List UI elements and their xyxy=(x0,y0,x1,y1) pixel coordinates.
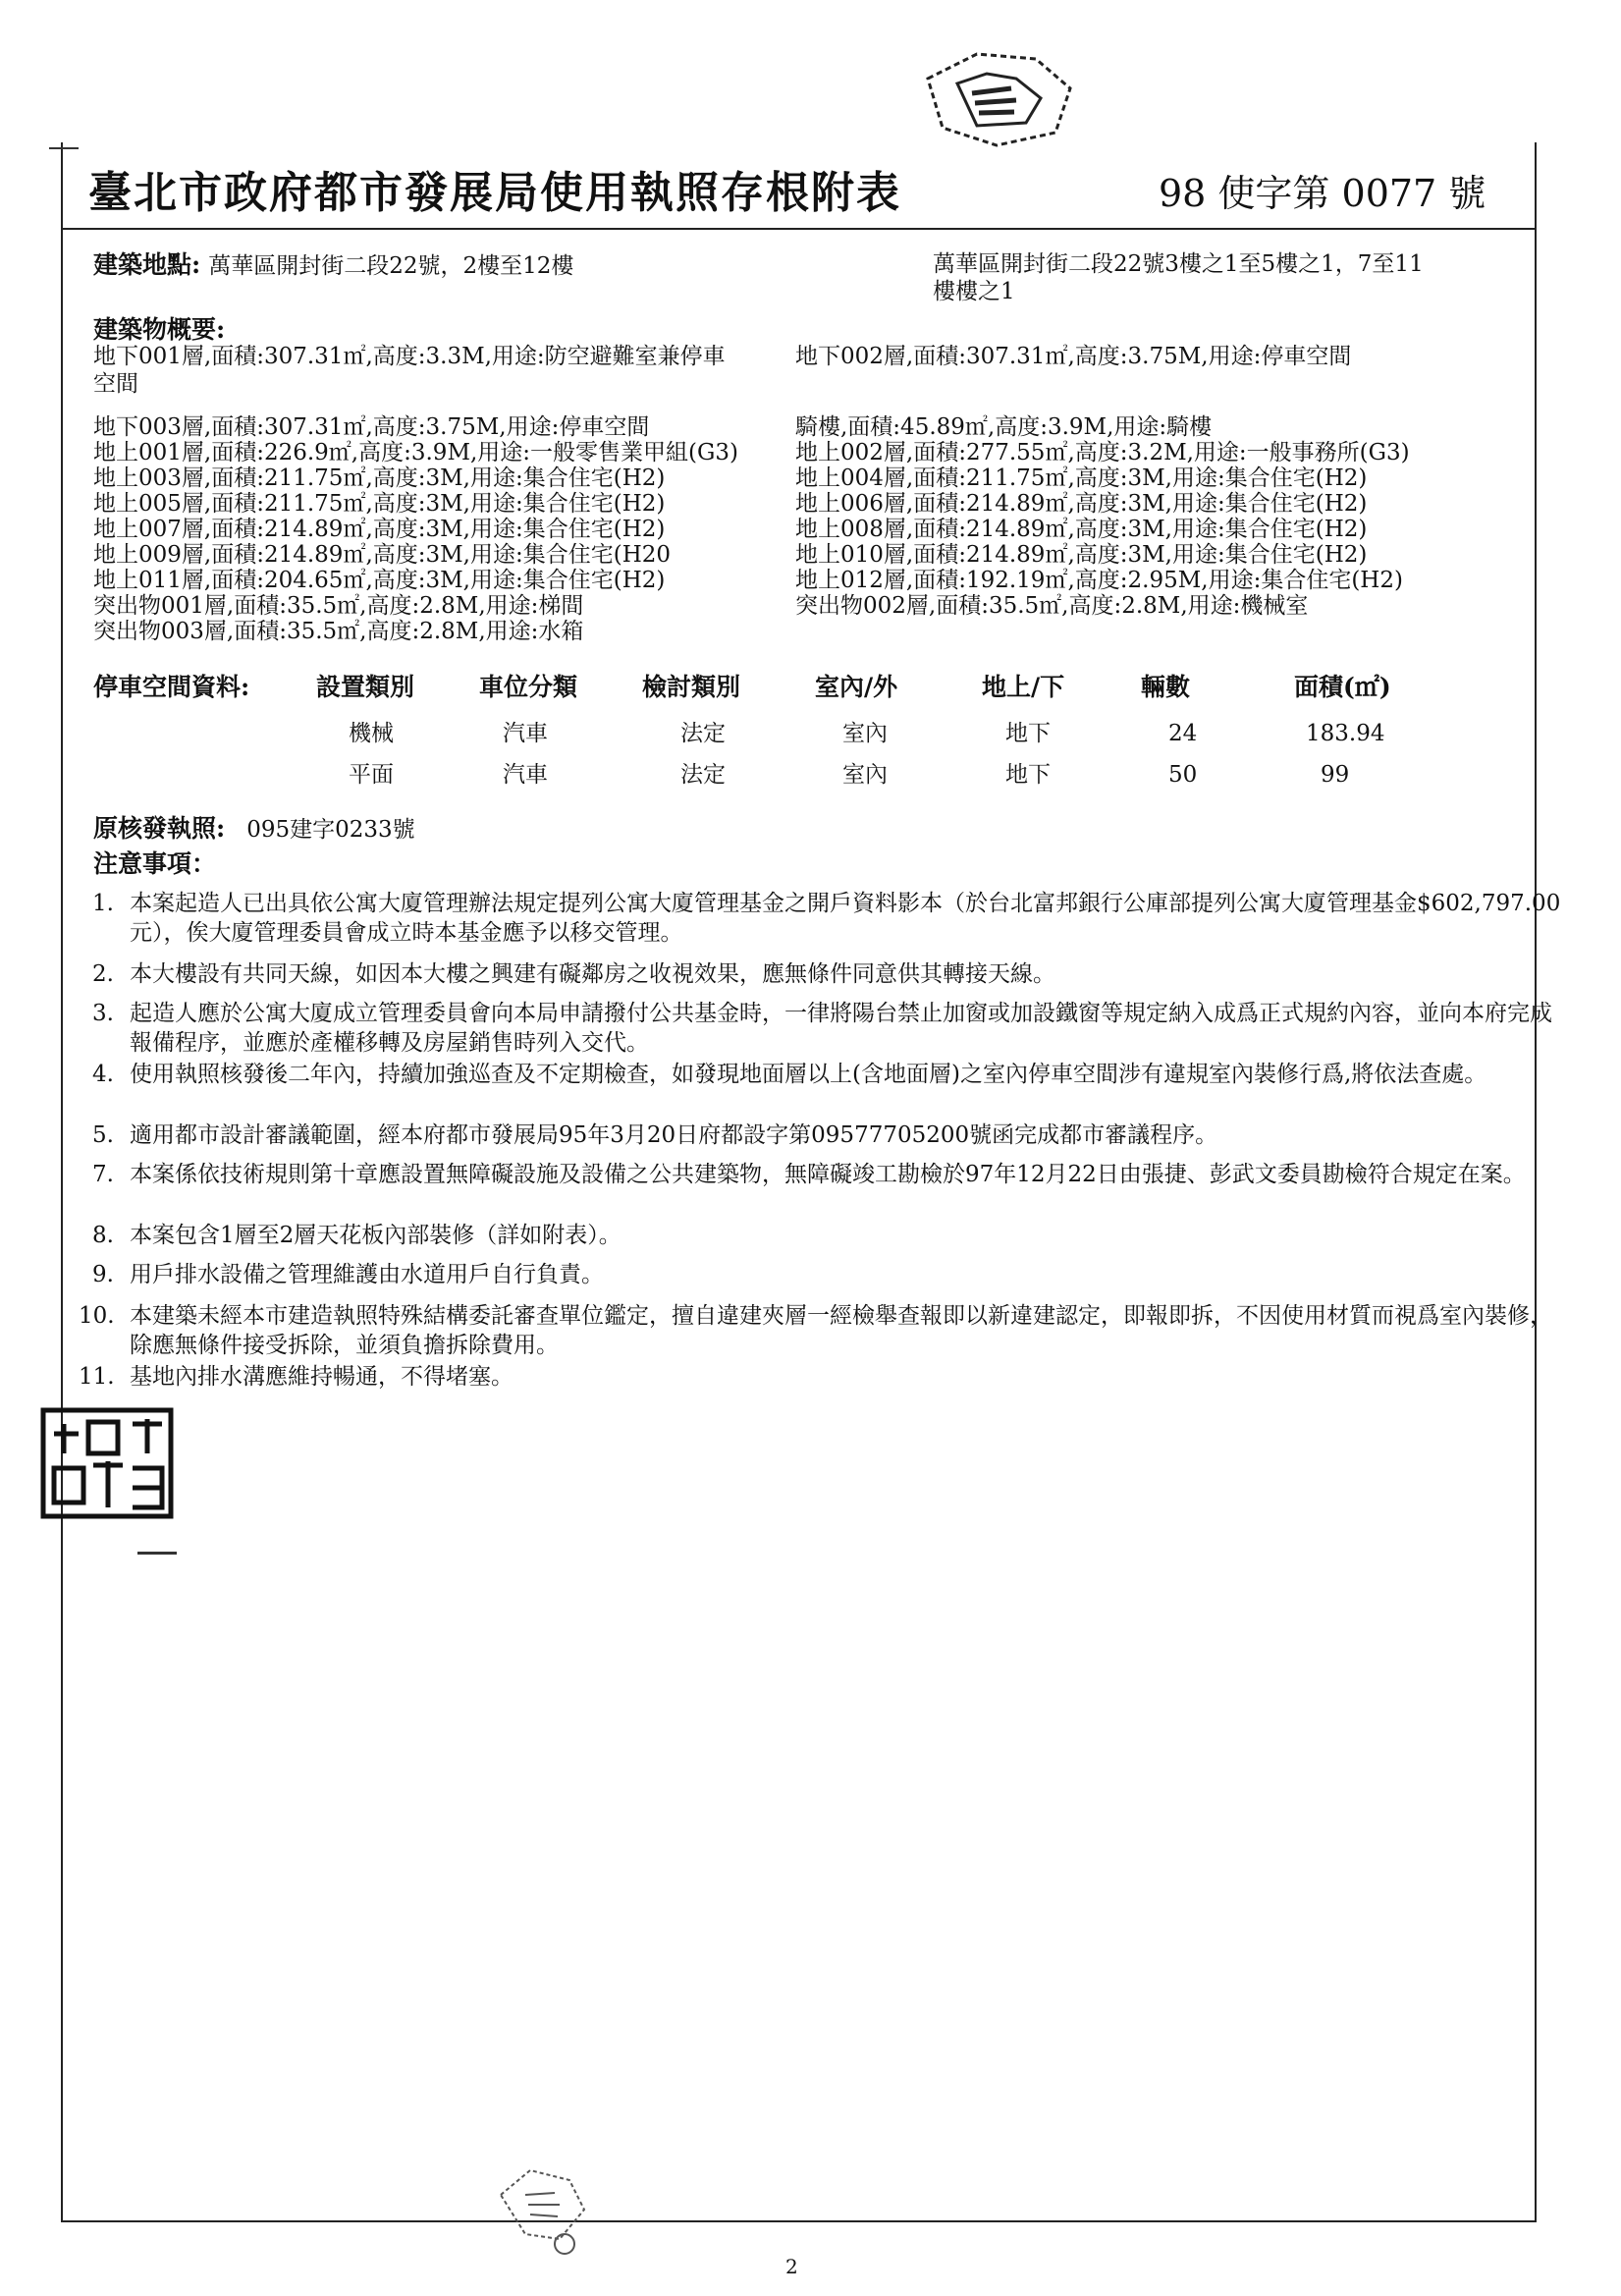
overview-row-left: 地下001層,面積:307.31㎡,高度:3.3M,用途:防空避難室兼停車 xyxy=(93,344,726,369)
parking-cell: 法定 xyxy=(680,721,726,746)
overview-row-left: 地上001層,面積:226.9㎡,高度:3.9M,用途:一般零售業甲組(G3) xyxy=(93,440,739,465)
parking-cell: 183.94 xyxy=(1306,721,1385,746)
parking-cell: 法定 xyxy=(680,762,726,788)
overview-row-right: 地上004層,面積:211.75㎡,高度:3M,用途:集合住宅(H2) xyxy=(795,465,1368,491)
parking-table xyxy=(0,674,1621,792)
parking-header: 設置類別 xyxy=(316,673,415,701)
note-text: 使用執照核發後二年內，持續加強巡查及不定期檢查，如發現地面層以上(含地面層)之室內停車空間涉有違規室內裝修行爲,將依法查處。 xyxy=(130,1062,1487,1087)
overview-row-left: 地上009層,面積:214.89㎡,高度:3M,用途:集合住宅(H20 xyxy=(93,542,672,568)
parking-header: 地上/下 xyxy=(982,673,1065,701)
overview-row-right: 地上008層,面積:214.89㎡,高度:3M,用途:集合住宅(H2) xyxy=(795,517,1368,542)
overview-label: 建築物概要: xyxy=(93,315,226,344)
parking-header: 面積(㎡) xyxy=(1294,673,1391,701)
document-title: 臺北市政府都市發展局使用執照存根附表 xyxy=(88,168,901,218)
bottom-stamp xyxy=(491,2156,599,2264)
parking-cell: 地下 xyxy=(1005,762,1051,788)
note-number: 2. xyxy=(92,961,114,987)
parking-cell: 室內 xyxy=(842,721,888,746)
overview-row-right: 地上010層,面積:214.89㎡,高度:3M,用途:集合住宅(H2) xyxy=(795,542,1368,568)
overview-row-right: 地下002層,面積:307.31㎡,高度:3.75M,用途:停車空間 xyxy=(795,344,1352,369)
parking-cell: 汽車 xyxy=(503,762,548,788)
permit-number: 98 使字第 0077 號 xyxy=(1159,172,1486,215)
overview-row-right: 突出物002層,面積:35.5㎡,高度:2.8M,用途:機械室 xyxy=(795,593,1309,619)
notes-list xyxy=(79,889,1561,1419)
note-number: 11. xyxy=(79,1364,115,1390)
scan-mark xyxy=(49,147,79,149)
overview-row-left: 突出物001層,面積:35.5㎡,高度:2.8M,用途:梯間 xyxy=(93,593,584,619)
site-address-left: 萬華區開封街二段22號，2樓至12樓 xyxy=(208,253,574,279)
note-number: 10. xyxy=(79,1303,115,1329)
site-address-right-1: 萬華區開封街二段22號3樓之1至5樓之1，7至11 xyxy=(933,251,1424,277)
overview-row-left: 地上011層,面積:204.65㎡,高度:3M,用途:集合住宅(H2) xyxy=(93,568,666,593)
note-number: 4. xyxy=(92,1062,114,1087)
site-address-right-2: 樓樓之1 xyxy=(933,279,1015,304)
site-label: 建築地點: xyxy=(93,250,201,279)
parking-label: 停車空間資料: xyxy=(93,673,250,701)
parking-cell: 99 xyxy=(1321,762,1350,788)
parking-cell: 汽車 xyxy=(503,721,548,746)
site-section xyxy=(93,251,573,280)
overview-row-right: 地上006層,面積:214.89㎡,高度:3M,用途:集合住宅(H2) xyxy=(795,491,1368,517)
note-number: 7. xyxy=(92,1162,114,1187)
parking-cell: 50 xyxy=(1168,762,1198,788)
note-text: 本案係依技術規則第十章應設置無障礙設施及設備之公共建築物，無障礙竣工勘檢於97年12月22日由張捷、彭武文委員勘檢符合規定在案。 xyxy=(130,1162,1526,1187)
note-number: 8. xyxy=(92,1223,114,1248)
notes-label: 注意事項： xyxy=(93,849,217,878)
note-number: 5. xyxy=(92,1122,114,1148)
parking-cell: 地下 xyxy=(1005,721,1051,746)
parking-header: 輛數 xyxy=(1141,673,1191,701)
overview-row-right: 地上012層,面積:192.19㎡,高度:2.95M,用途:集合住宅(H2) xyxy=(795,568,1403,593)
overview-row-left: 突出物003層,面積:35.5㎡,高度:2.8M,用途:水箱 xyxy=(93,619,584,644)
overview-row-right: 地上002層,面積:277.55㎡,高度:3.2M,用途:一般事務所(G3) xyxy=(795,440,1410,465)
scan-mark xyxy=(137,1552,177,1555)
note-text: 本案包含1層至2層天花板內部裝修（詳如附表）。 xyxy=(130,1223,621,1248)
overview-row-left: 空間 xyxy=(93,371,138,397)
parking-cell: 機械 xyxy=(349,721,394,746)
note-text: 基地內排水溝應維持暢通，不得堵塞。 xyxy=(130,1364,513,1390)
note-number: 3. xyxy=(92,1001,114,1026)
parking-header: 室內/外 xyxy=(815,673,898,701)
header-divider xyxy=(61,228,1535,230)
parking-cell: 室內 xyxy=(842,762,888,788)
parking-cell: 平面 xyxy=(349,762,394,788)
overview-row-right: 騎樓,面積:45.89㎡,高度:3.9M,用途:騎樓 xyxy=(795,414,1213,440)
note-text: 適用都市設計審議範圍，經本府都市發展局95年3月20日府都設字第09577705200號函完成都市審議程序。 xyxy=(130,1122,1218,1148)
note-text: 本大樓設有共同天線，如因本大樓之興建有礙鄰房之收視效果，應無條件同意供其轉接天線。 xyxy=(130,961,1055,987)
parking-header: 檢討類別 xyxy=(642,673,741,701)
note-text: 用戶排水設備之管理維護由水道用戶自行負責。 xyxy=(130,1262,604,1287)
overview-row-left: 地上005層,面積:211.75㎡,高度:3M,用途:集合住宅(H2) xyxy=(93,491,666,517)
note-text: 本案起造人已出具依公寓大廈管理辦法規定提列公寓大廈管理基金之開戶資料影本（於台北富邦銀行公庫部提列公寓大廈管理基金$602,797.00元），俟大廈管理委員會成立時本基金應予以移交管理。 xyxy=(130,891,1561,946)
original-permit-label: 原核發執照: xyxy=(93,814,226,843)
original-permit-value: 095建字0233號 xyxy=(246,817,415,843)
top-stamp xyxy=(918,39,1080,152)
original-permit xyxy=(93,815,415,844)
seal-stamp xyxy=(39,1404,177,1522)
note-text: 起造人應於公寓大廈成立管理委員會向本局申請撥付公共基金時，一律將陽台禁止加窗或加設鐵窗等規定納入成爲正式規約內容，並向本府完成報備程序，並應於產權移轉及房屋銷售時列入交代。 xyxy=(130,1001,1552,1056)
parking-header: 車位分類 xyxy=(479,673,578,701)
note-number: 9. xyxy=(92,1262,114,1287)
overview-row-left: 地下003層,面積:307.31㎡,高度:3.75M,用途:停車空間 xyxy=(93,414,650,440)
parking-cell: 24 xyxy=(1168,721,1198,746)
note-number: 1. xyxy=(92,891,114,916)
overview-row-left: 地上003層,面積:211.75㎡,高度:3M,用途:集合住宅(H2) xyxy=(93,465,666,491)
note-text: 本建築未經本市建造執照特殊結構委託審查單位鑑定，擅自違建夾層一經檢舉查報即以新違建認定，即報即拆，不因使用材質而視爲室內裝修，除應無條件接受拆除，並須負擔拆除費用。 xyxy=(130,1303,1552,1358)
overview-row-left: 地上007層,面積:214.89㎡,高度:3M,用途:集合住宅(H2) xyxy=(93,517,666,542)
page-number: 2 xyxy=(785,2255,798,2278)
